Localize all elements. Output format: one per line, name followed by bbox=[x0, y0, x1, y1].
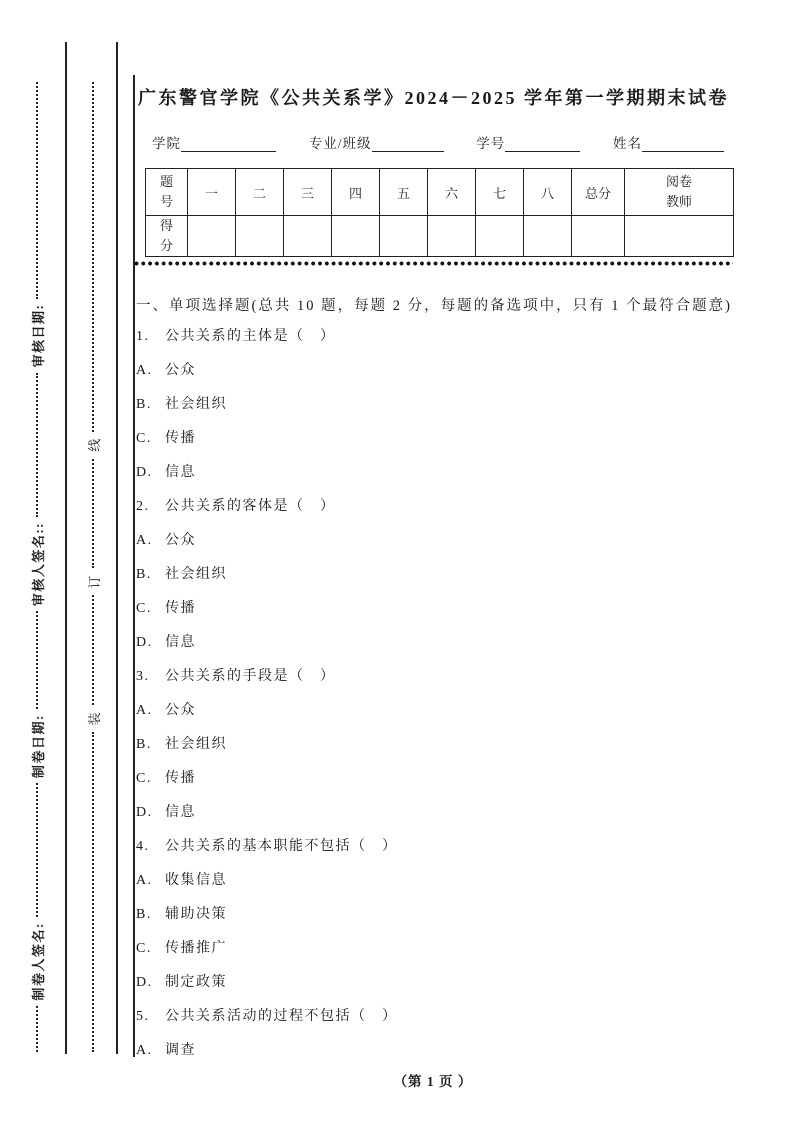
question-line bbox=[136, 660, 756, 694]
option-label: B. bbox=[136, 737, 152, 752]
option-label: C. bbox=[136, 431, 152, 446]
option-label: A. bbox=[136, 1043, 153, 1058]
option-label: C. bbox=[136, 941, 152, 956]
column-header-text: 四 bbox=[348, 185, 362, 201]
info-field-name bbox=[613, 132, 724, 152]
column-header-text: 三 bbox=[300, 185, 314, 201]
column-header-text: 阅卷教师 bbox=[665, 173, 692, 209]
option-line bbox=[136, 558, 756, 592]
questions-list bbox=[136, 320, 756, 1068]
dotted-line bbox=[36, 82, 38, 299]
dotted-separator bbox=[134, 261, 733, 266]
binding-label-paper-maker-signature: 制卷人签名: bbox=[30, 922, 46, 1001]
option-line bbox=[136, 626, 756, 660]
option-text: 传播 bbox=[165, 431, 196, 446]
score-input-cell bbox=[428, 216, 476, 257]
option-text: 传播 bbox=[165, 771, 196, 786]
score-input-cell bbox=[332, 216, 380, 257]
option-text: 社会组织 bbox=[165, 397, 227, 412]
score-input-cell bbox=[236, 216, 284, 257]
score-table-column-header bbox=[524, 169, 572, 216]
score-table-column-header bbox=[572, 169, 625, 216]
option-label: D. bbox=[136, 805, 153, 820]
option-text: 公众 bbox=[165, 703, 196, 718]
column-header-text: 五 bbox=[396, 185, 410, 201]
dotted-line bbox=[36, 373, 38, 517]
dotted-line bbox=[92, 82, 94, 432]
content-left-border bbox=[133, 75, 135, 1057]
option-label: D. bbox=[136, 975, 153, 990]
score-table-corner bbox=[146, 169, 188, 216]
info-label-major-class: 专业/班级 bbox=[308, 136, 372, 151]
score-table-column-header bbox=[476, 169, 524, 216]
score-table-column-header bbox=[332, 169, 380, 216]
score-input-cell bbox=[625, 216, 734, 257]
score-table-column-header bbox=[284, 169, 332, 216]
score-row-header-text: 得分 bbox=[159, 218, 173, 254]
option-line bbox=[136, 524, 756, 558]
score-table-column-header bbox=[625, 169, 734, 216]
score-table-column-header bbox=[188, 169, 236, 216]
option-text: 辅助决策 bbox=[165, 907, 227, 922]
name-blank bbox=[642, 136, 724, 152]
binding-char-ding: 订 bbox=[86, 575, 102, 589]
option-text: 信息 bbox=[165, 465, 196, 480]
dotted-line bbox=[92, 595, 94, 705]
column-header-text: 二 bbox=[252, 185, 266, 201]
option-text: 传播推广 bbox=[165, 941, 227, 956]
option-line bbox=[136, 728, 756, 762]
score-input-cell bbox=[524, 216, 572, 257]
dotted-line bbox=[36, 611, 38, 709]
option-text: 公众 bbox=[165, 363, 196, 378]
column-header-text: 七 bbox=[492, 185, 506, 201]
section-heading: 一、单项选择题(总共 10 题，每题 2 分，每题的备选项中，只有 1 个最符合题意) bbox=[136, 298, 732, 314]
info-label-student-id: 学号 bbox=[476, 136, 506, 151]
option-label: A. bbox=[136, 533, 153, 548]
option-label: B. bbox=[136, 567, 152, 582]
option-text: 调查 bbox=[165, 1043, 196, 1058]
option-text: 信息 bbox=[165, 635, 196, 650]
student-id-blank bbox=[505, 136, 580, 152]
question-line bbox=[136, 1000, 756, 1034]
info-field-major-class bbox=[309, 132, 444, 152]
option-line bbox=[136, 932, 756, 966]
option-label: B. bbox=[136, 907, 152, 922]
dotted-line bbox=[92, 459, 94, 569]
question-text: 公共关系的客体是（ ） bbox=[165, 499, 336, 514]
question-text: 公共关系活动的过程不包括（ ） bbox=[165, 1009, 398, 1024]
option-label: A. bbox=[136, 873, 153, 888]
score-input-cell bbox=[476, 216, 524, 257]
option-label: A. bbox=[136, 363, 153, 378]
column-header-text: 一 bbox=[204, 185, 218, 201]
score-table-column-header bbox=[380, 169, 428, 216]
binding-labels-strip bbox=[28, 82, 46, 1052]
info-label-college: 学院 bbox=[152, 136, 181, 151]
info-label-name: 姓名 bbox=[612, 136, 642, 151]
score-input-cell bbox=[284, 216, 332, 257]
question-number: 1. bbox=[136, 329, 150, 344]
column-header-text: 八 bbox=[540, 185, 554, 201]
option-line bbox=[136, 422, 756, 456]
binding-rule-line bbox=[116, 42, 118, 1054]
question-text: 公共关系的手段是（ ） bbox=[165, 669, 336, 684]
binding-char-xian: 线 bbox=[86, 438, 102, 452]
option-line bbox=[136, 796, 756, 830]
option-line bbox=[136, 966, 756, 1000]
option-label: C. bbox=[136, 601, 152, 616]
question-line bbox=[136, 320, 756, 354]
option-text: 社会组织 bbox=[165, 737, 227, 752]
score-input-cell bbox=[188, 216, 236, 257]
page-number: （第 1 页 ） bbox=[393, 1074, 473, 1089]
college-blank bbox=[181, 136, 276, 152]
major-class-blank bbox=[372, 136, 444, 152]
option-label: A. bbox=[136, 703, 153, 718]
score-table-column-header bbox=[236, 169, 284, 216]
binding-label-paper-made-date: 制卷日期: bbox=[30, 714, 46, 779]
question-number: 5. bbox=[136, 1009, 150, 1024]
question-text: 公共关系的主体是（ ） bbox=[165, 329, 336, 344]
option-line bbox=[136, 354, 756, 388]
question-number: 3. bbox=[136, 669, 150, 684]
score-input-cell bbox=[572, 216, 625, 257]
column-header-text: 六 bbox=[444, 185, 458, 201]
option-line bbox=[136, 388, 756, 422]
dotted-line bbox=[92, 732, 94, 1052]
binding-rule-line bbox=[65, 42, 67, 1054]
option-text: 收集信息 bbox=[165, 873, 227, 888]
option-text: 传播 bbox=[165, 601, 196, 616]
question-line bbox=[136, 830, 756, 864]
option-text: 社会组织 bbox=[165, 567, 227, 582]
option-line bbox=[136, 762, 756, 796]
dotted-line bbox=[36, 783, 38, 917]
option-label: B. bbox=[136, 397, 152, 412]
option-line bbox=[136, 898, 756, 932]
binding-label-reviewer-signature: 审核人签名:: bbox=[30, 522, 46, 607]
option-text: 信息 bbox=[165, 805, 196, 820]
option-text: 公众 bbox=[165, 533, 196, 548]
question-number: 2. bbox=[136, 499, 150, 514]
question-number: 4. bbox=[136, 839, 150, 854]
info-field-college bbox=[152, 132, 276, 152]
option-label: D. bbox=[136, 635, 153, 650]
option-line bbox=[136, 1034, 756, 1068]
option-line bbox=[136, 456, 756, 490]
question-line bbox=[136, 490, 756, 524]
binding-label-review-date: 审核日期: bbox=[30, 303, 46, 368]
corner-header-text: 题号 bbox=[159, 173, 173, 209]
question-text: 公共关系的基本职能不包括（ ） bbox=[165, 839, 398, 854]
student-info-line bbox=[152, 132, 724, 152]
column-header-text: 总分 bbox=[584, 185, 611, 201]
score-table bbox=[145, 168, 734, 257]
binding-line-strip bbox=[84, 82, 102, 1052]
option-line bbox=[136, 864, 756, 898]
option-line bbox=[136, 694, 756, 728]
dotted-line bbox=[36, 1006, 38, 1052]
page-title: 广东警官学院《公共关系学》2024－2025 学年第一学期期末试卷 bbox=[138, 88, 729, 108]
option-text: 制定政策 bbox=[165, 975, 227, 990]
score-row-header bbox=[146, 216, 188, 257]
binding-char-zhuang: 装 bbox=[86, 712, 102, 726]
option-label: D. bbox=[136, 465, 153, 480]
info-field-student-id bbox=[476, 132, 580, 152]
option-label: C. bbox=[136, 771, 152, 786]
option-line bbox=[136, 592, 756, 626]
score-input-cell bbox=[380, 216, 428, 257]
score-table-column-header bbox=[428, 169, 476, 216]
